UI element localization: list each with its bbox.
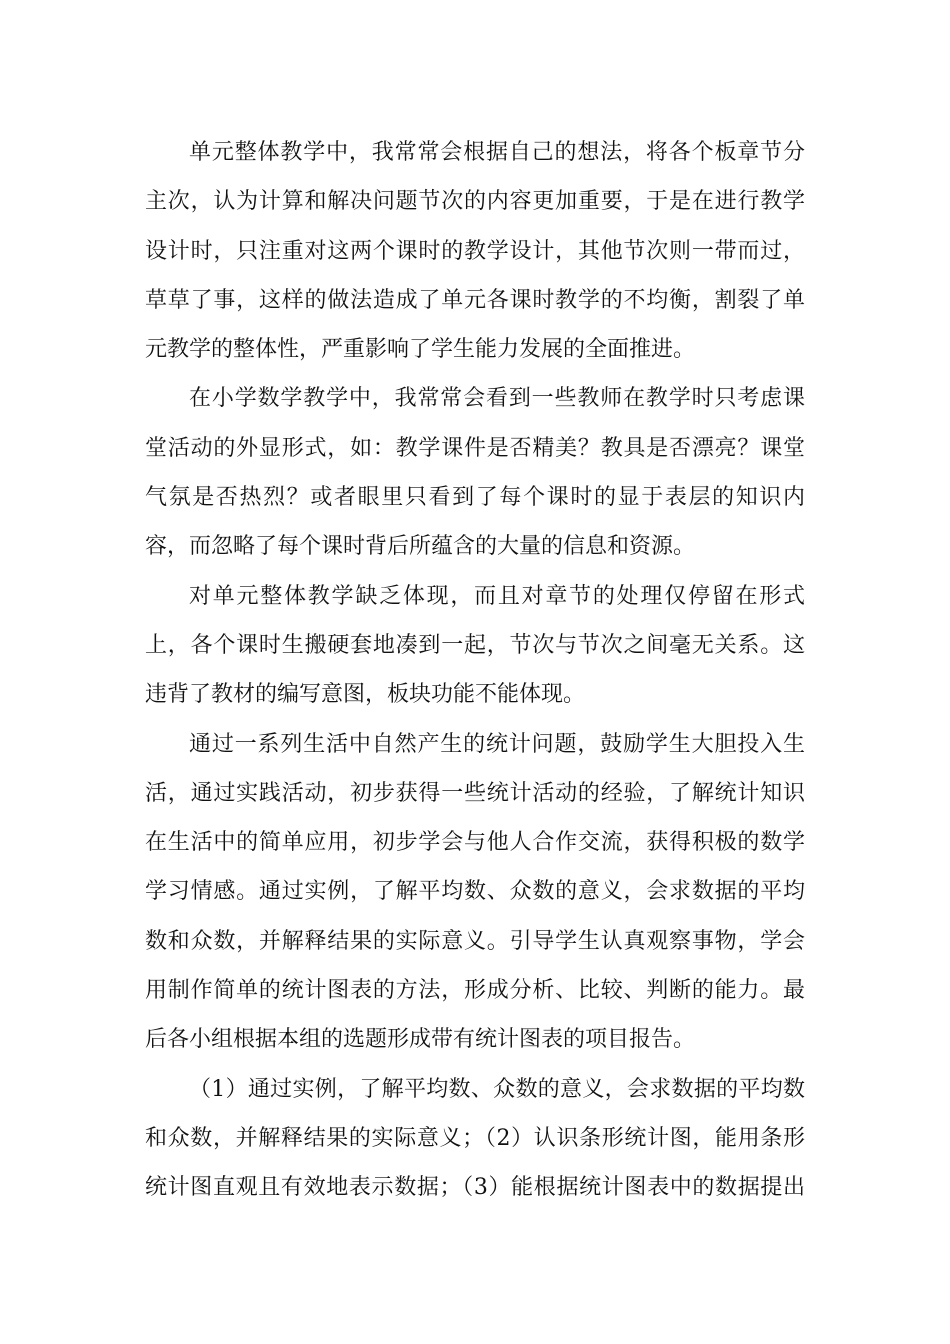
text-line: 通过一系列生活中自然产生的统计问题，鼓励学生大胆投入生 [189, 731, 805, 757]
document-body [145, 128, 805, 1213]
text-line: 活，通过实践活动，初步获得一些统计活动的经验，了解统计知识 [145, 780, 805, 806]
text-line: 在小学数学教学中，我常常会看到一些教师在教学时只考虑课 [189, 386, 805, 412]
text-line: 用制作简单的统计图表的方法，形成分析、比较、判断的能力。最 [145, 978, 805, 1004]
text-line: 统计图直观且有效地表示数据；（3）能根据统计图表中的数据提出 [145, 1175, 805, 1201]
paragraph-2 [145, 374, 805, 571]
paragraph-3 [145, 572, 805, 720]
text-line: 上，各个课时生搬硬套地凑到一起，节次与节次之间毫无关系。这 [145, 632, 805, 658]
paragraph-1 [145, 128, 805, 374]
text-line: 违背了教材的编写意图，板块功能不能体现。 [145, 682, 586, 708]
text-line: 在生活中的简单应用，初步学会与他人合作交流，获得积极的数学 [145, 830, 805, 856]
text-line: 设计时，只注重对这两个课时的教学设计，其他节次则一带而过， [145, 238, 805, 264]
text-line: 学习情感。通过实例，了解平均数、众数的意义，会求数据的平均 [145, 879, 805, 905]
text-line: 数和众数，并解释结果的实际意义。引导学生认真观察事物，学会 [145, 928, 805, 954]
text-line: 后各小组根据本组的选题形成带有统计图表的项目报告。 [145, 1027, 696, 1053]
text-line: （1）通过实例，了解平均数、众数的意义，会求数据的平均数 [189, 1076, 805, 1102]
text-line: 堂活动的外显形式，如：教学课件是否精美？教具是否漂亮？课堂 [145, 435, 805, 461]
text-line: 和众数，并解释结果的实际意义；（2）认识条形统计图，能用条形 [145, 1125, 805, 1151]
text-line: 对单元整体教学缺乏体现，而且对章节的处理仅停留在形式 [189, 583, 805, 609]
text-line: 容，而忽略了每个课时背后所蕴含的大量的信息和资源。 [145, 534, 696, 560]
text-line: 草草了事，这样的做法造成了单元各课时教学的不均衡，割裂了单 [145, 287, 805, 313]
paragraph-4 [145, 720, 805, 1065]
text-line: 气氛是否热烈？或者眼里只看到了每个课时的显于表层的知识内 [145, 485, 805, 511]
text-line: 元教学的整体性，严重影响了学生能力发展的全面推进。 [145, 337, 696, 363]
text-line: 主次，认为计算和解决问题节次的内容更加重要，于是在进行教学 [145, 189, 805, 215]
paragraph-5 [145, 1065, 805, 1213]
text-line: 单元整体教学中，我常常会根据自己的想法，将各个板章节分 [189, 140, 805, 165]
